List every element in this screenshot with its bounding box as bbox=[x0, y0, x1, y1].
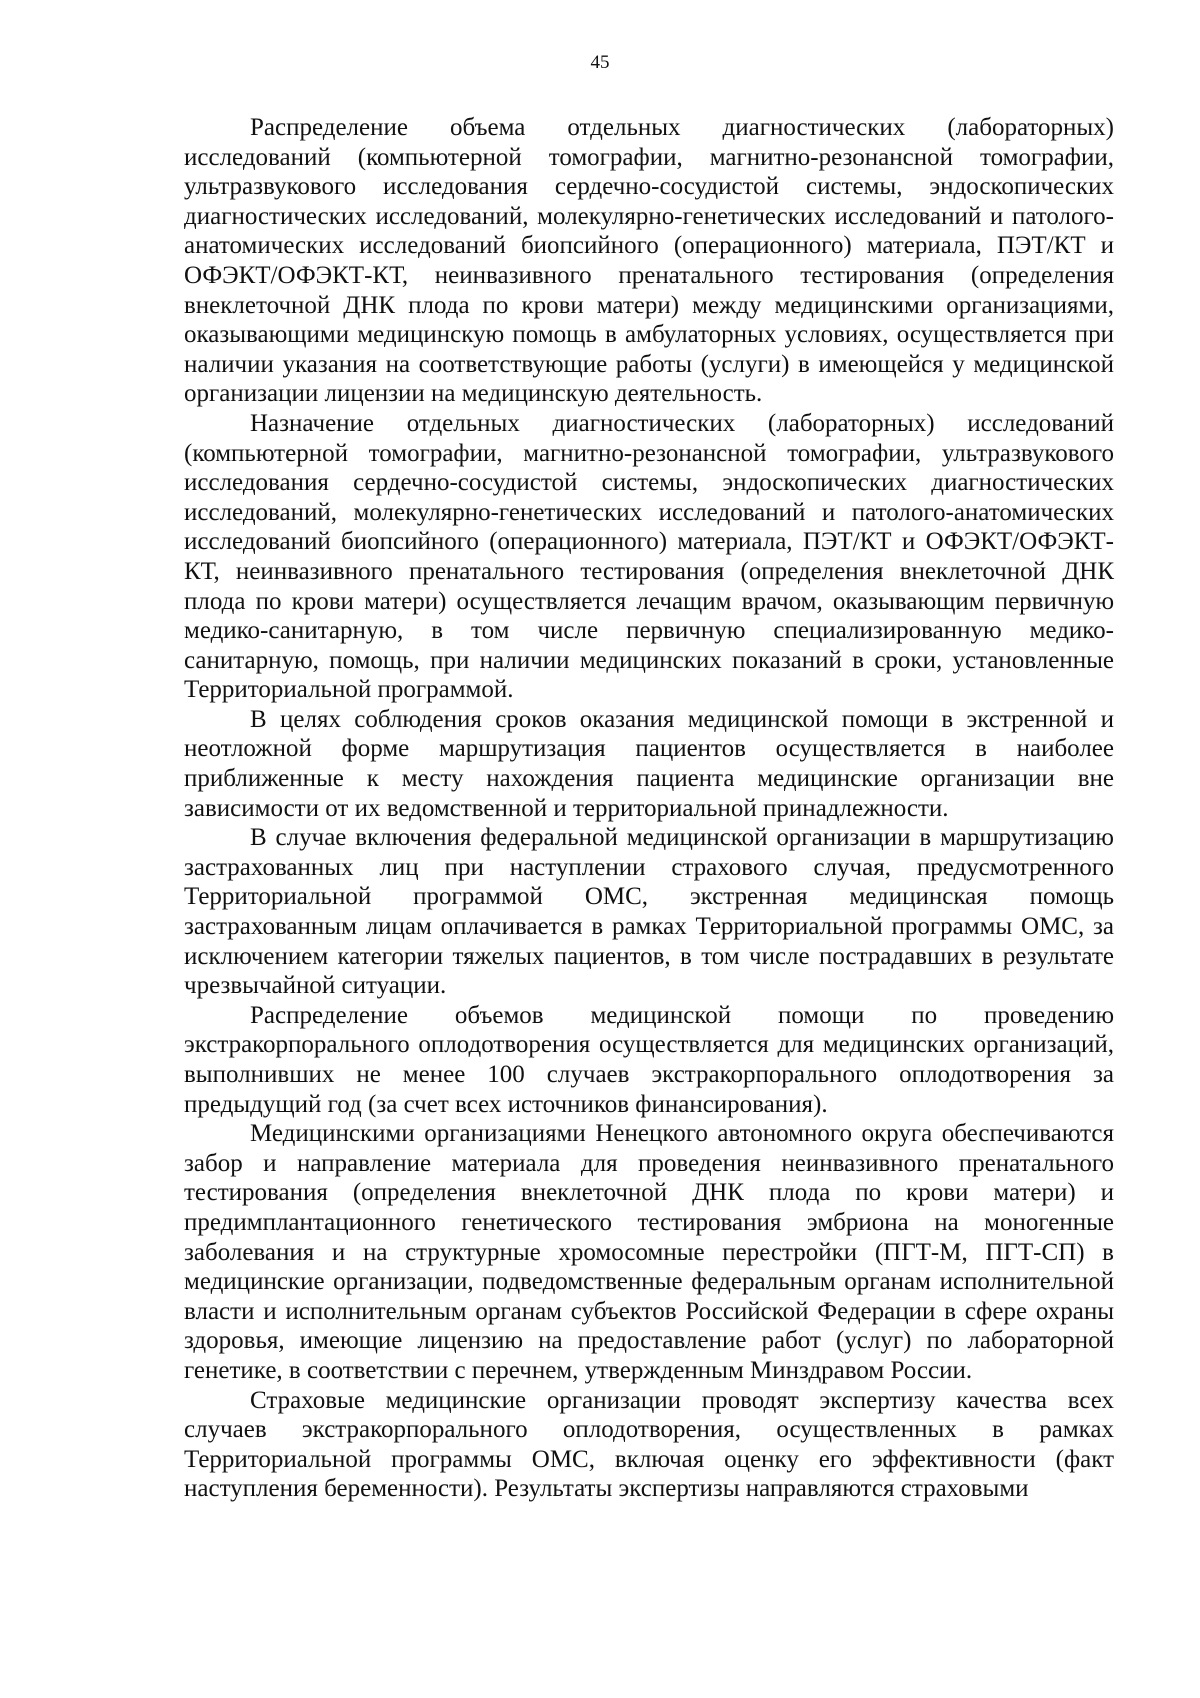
document-body bbox=[184, 113, 1114, 1504]
paragraph-insurance-expertise: Страховые медицинские организации проводят экспертизу качества всех случаев экстракорпорального оплодотворения, осуществленных в рамках Территориальной программы ОМС, включая оценку его эффективности (факт наступления беременности). Результаты экспертизы направляются страховыми bbox=[184, 1386, 1114, 1503]
paragraph-diagnostic-prescription: Назначение отдельных диагностических (лабораторных) исследований (компьютерной томографии, магнитно-резонансной томографии, ультразвукового исследования сердечно-сосудистой системы, эндоскопических диагностических исследований, молекулярно-генетических исследований и патолого-анатомических исследований биопсийного (операционного) материала, ПЭТ/КТ и ОФЭКТ/ОФЭКТ-КТ, неинвазивного пренатального тестирования (определения внеклеточной ДНК плода по крови матери) осуществляется лечащим врачом, оказывающим первичную медико-санитарную, в том числе первичную специализированную медико-санитарную, помощь, при наличии медицинских показаний в сроки, установленные Территориальной программой. bbox=[184, 409, 1114, 704]
paragraph-ivf-volume: Распределение объемов медицинской помощи по проведению экстракорпорального оплодотворения осуществляется для медицинских организаций, выполнивших не менее 100 случаев экстракорпорального оплодотворения за предыдущий год (за счет всех источников финансирования). bbox=[184, 1001, 1114, 1118]
paragraph-emergency-routing: В целях соблюдения сроков оказания медицинской помощи в экстренной и неотложной форме маршрутизация пациентов осуществляется в наиболее приближенные к месту нахождения пациента медицинские организации вне зависимости от их ведомственной и территориальной принадлежности. bbox=[184, 705, 1114, 822]
page-number: 45 bbox=[590, 52, 610, 73]
paragraph-diagnostic-distribution: Распределение объема отдельных диагностических (лабораторных) исследований (компьютерной томографии, магнитно-резонансной томографии, ультразвукового исследования сердечно-сосудистой системы, эндоскопических диагностических исследований, молекулярно-генетических исследований и патолого-анатомических исследований биопсийного (операционного) материала, ПЭТ/КТ и ОФЭКТ/ОФЭКТ-КТ, неинвазивного пренатального тестирования (определения внеклеточной ДНК плода по крови матери) между медицинскими организациями, оказывающими медицинскую помощь в амбулаторных условиях, осуществляется при наличии указания на соответствующие работы (услуги) в имеющейся у медицинской организации лицензии на медицинскую деятельность. bbox=[184, 114, 1114, 408]
paragraph-prenatal-testing: Медицинскими организациями Ненецкого автономного округа обеспечиваются забор и направление материала для проведения неинвазивного пренатального тестирования (определения внеклеточной ДНК плода по крови матери) и предимплантационного генетического тестирования эмбриона на моногенные заболевания и на структурные хромосомные перестройки (ПГТ-М, ПГТ-СП) в медицинские организации, подведомственные федеральным органам исполнительной власти и исполнительным органам субъектов Российской Федерации в сфере охраны здоровья, имеющие лицензию на предоставление работ (услуг) по лабораторной генетике, в соответствии с перечнем, утвержденным Минздравом России. bbox=[184, 1120, 1114, 1384]
paragraph-federal-organization: В случае включения федеральной медицинской организации в маршрутизацию застрахованных лиц при наступлении страхового случая, предусмотренного Территориальной программой ОМС, экстренная медицинская помощь застрахованным лицам оплачивается в рамках Территориальной программы ОМС, за исключением категории тяжелых пациентов, в том числе пострадавших в результате чрезвычайной ситуации. bbox=[184, 824, 1114, 1000]
